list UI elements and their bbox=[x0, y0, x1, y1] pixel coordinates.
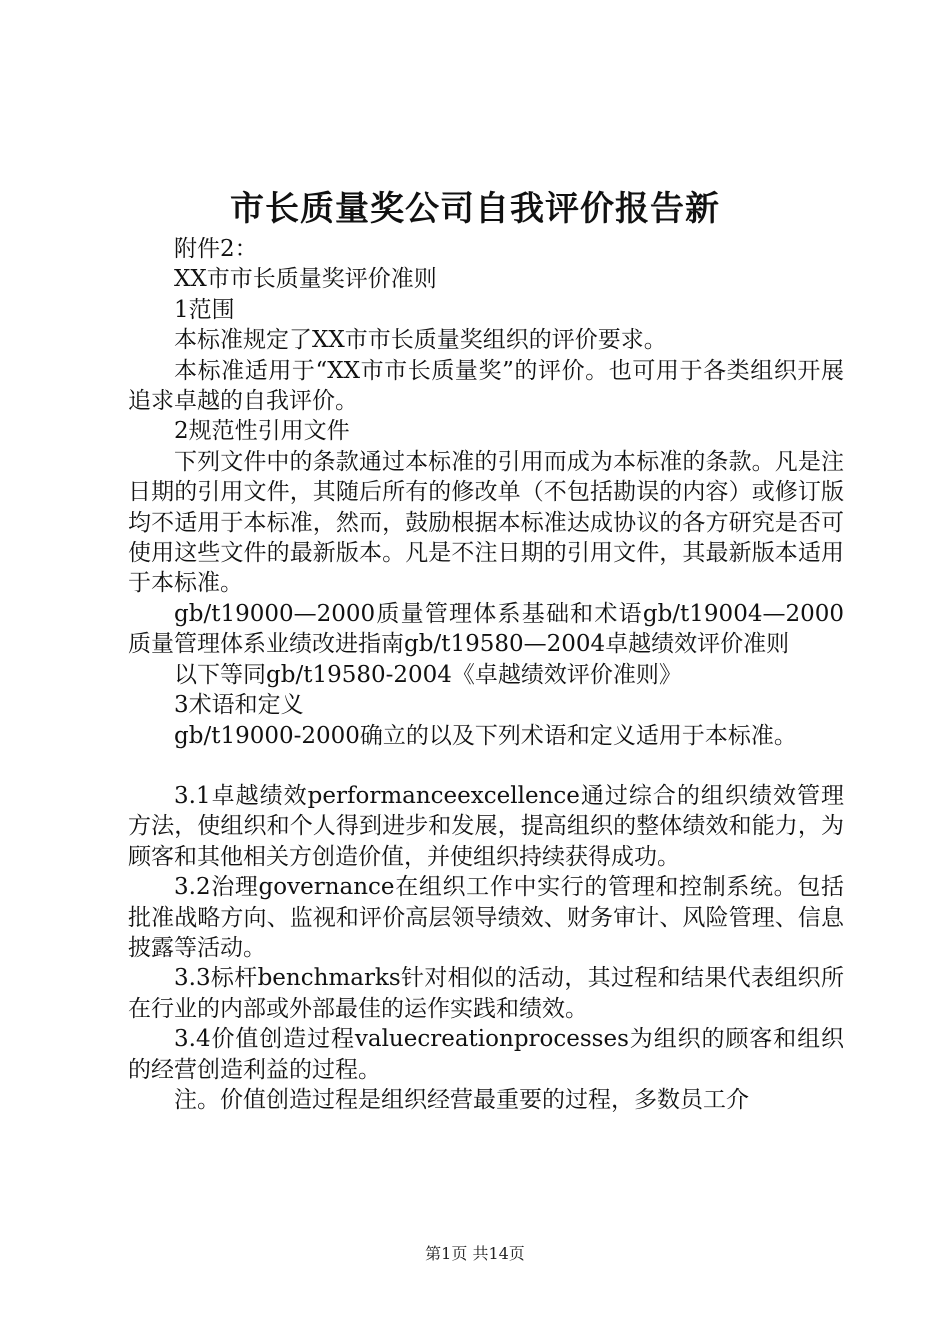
paragraph-attachment: 附件2： bbox=[174, 236, 258, 262]
paragraph-standards-list: gb/t19000—2000质量管理体系基础和术语gb/t19004—2000质量管理体系业绩改进指南gb/t19580—2004卓越绩效评价准则 bbox=[128, 600, 844, 658]
page-number-footer: 第1页 共14页 bbox=[425, 1244, 525, 1263]
paragraph-criteria-title: XX市市长质量奖评价准则 bbox=[174, 266, 437, 293]
definition-3-4: 3.4价值创造过程valuecreationprocesses为组织的顾客和组织的经营创造利益的过程。 bbox=[128, 1026, 844, 1083]
paragraph-scope-2: 本标准适用于“XX市市长质量奖”的评价。也可用于各类组织开展追求卓越的自我评价。 bbox=[128, 357, 844, 415]
paragraph-scope-1: 本标准规定了XX市市长质量奖组织的评价要求。 bbox=[174, 327, 667, 354]
definition-3-3: 3.3标杆benchmarks针对相似的活动，其过程和结果代表组织所在行业的内部或外部最佳的运作实践和绩效。 bbox=[128, 965, 844, 1022]
definition-3-1: 3.1卓越绩效performanceexcellence通过综合的组织绩效管理方法，使组织和个人得到进步和发展，提高组织的整体绩效和能力，为顾客和其他相关方创造价值，并使组织持续获得成功。 bbox=[128, 782, 844, 870]
heading-normative-references: 2规范性引用文件 bbox=[174, 418, 350, 445]
paragraph-normative-references: 下列文件中的条款通过本标准的引用而成为本标准的条款。凡是注日期的引用文件，其随后所有的修改单（不包括勘误的内容）或修订版均不适用于本标准，然而，鼓励根据本标准达成协议的各方研究是否可使用这些文件的最新版本。凡是不注日期的引用文件，其最新版本适用于本标准。 bbox=[128, 448, 844, 597]
document-title: 市长质量奖公司自我评价报告新 bbox=[230, 189, 720, 229]
paragraph-note: 注。价值创造过程是组织经营最重要的过程，多数员工介 bbox=[174, 1086, 749, 1113]
heading-scope: 1范围 bbox=[174, 296, 235, 323]
paragraph-terms-intro: gb/t19000-2000确立的以及下列术语和定义适用于本标准。 bbox=[174, 722, 797, 749]
definition-3-2: 3.2治理governance在组织工作中实行的管理和控制系统。包括批准战略方向、监视和评价高层领导绩效、财务审计、风险管理、信息披露等活动。 bbox=[128, 874, 844, 961]
paragraph-equivalent-standard: 以下等同gb/t19580-2004《卓越绩效评价准则》 bbox=[174, 661, 682, 688]
heading-terms-definitions: 3术语和定义 bbox=[174, 692, 304, 719]
document-body bbox=[128, 234, 844, 1115]
